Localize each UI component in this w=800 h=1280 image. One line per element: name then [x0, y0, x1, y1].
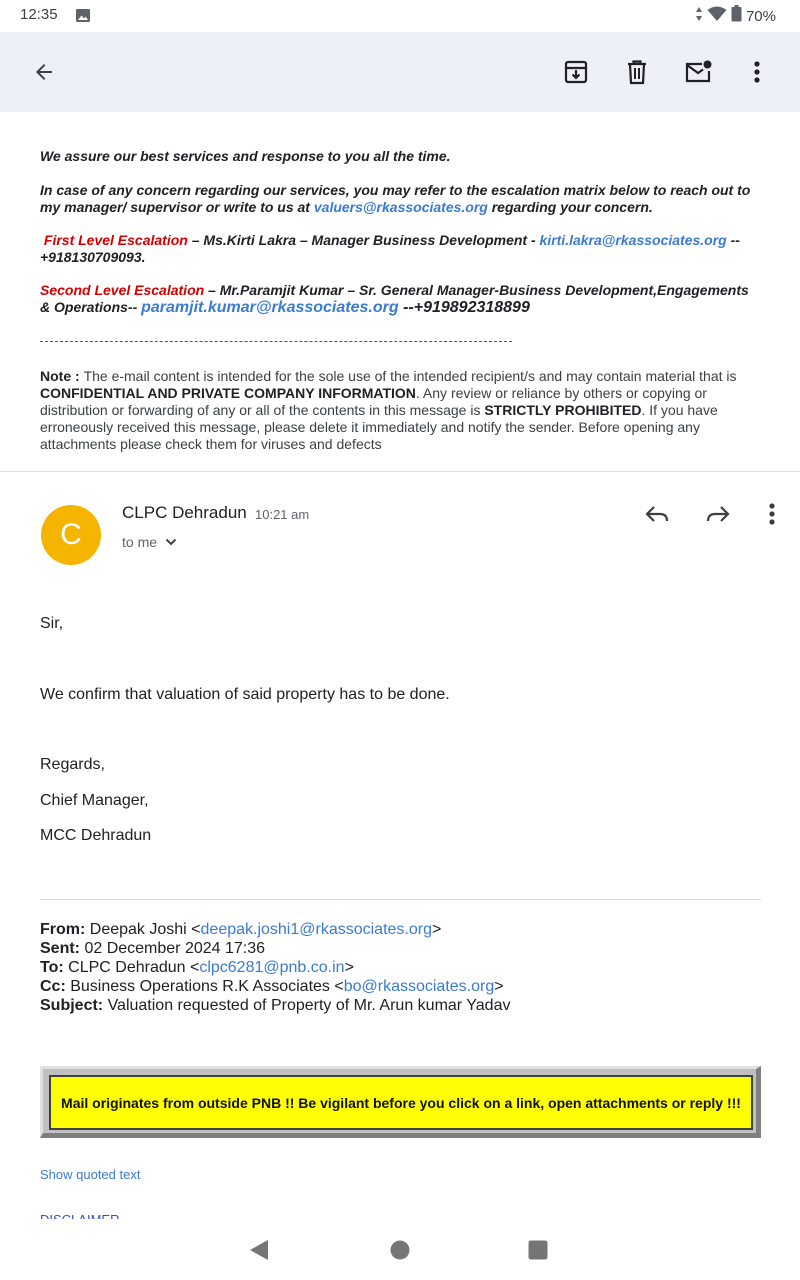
recipient-label: to me	[122, 534, 158, 550]
archive-icon	[563, 59, 589, 85]
cc-email-link[interactable]: bo@rkassociates.org	[343, 978, 495, 995]
wifi-icon	[707, 6, 727, 27]
message-more-button[interactable]	[754, 496, 790, 532]
delete-button[interactable]	[619, 54, 655, 90]
first-escalation: First Level Escalation – Ms.Kirti Lakra – Manager Business Development - kirti.lakra@rkassociates.org --+918130709093.	[40, 232, 740, 265]
trash-icon	[625, 59, 649, 85]
forward-header	[40, 920, 762, 1015]
body-signature-office: MCC Dehradun	[40, 827, 152, 844]
forward-button[interactable]	[700, 496, 736, 532]
meta-to: To: CLPC Dehradun <clpc6281@pnb.co.in>	[40, 959, 354, 976]
forward-icon	[705, 504, 731, 524]
body-line: We confirm that valuation of said property has to be done.	[40, 686, 450, 703]
warning-text: Mail originates from outside PNB !! Be vigilant before you click on a link, open attachments or reply !!!	[49, 1075, 753, 1130]
status-time: 12:35	[20, 6, 58, 23]
avatar[interactable]: C	[41, 505, 101, 565]
confidentiality-note: Note : The e-mail content is intended for the sole use of the intended recipient/s and may contain material that is CONFIDENTIAL AND PRIVATE COMPANY INFORMATION. Any review or reliance by others or copying or distribution or forwarding of any or all of the contents in this message is STRICTLY PROHIBITED. If you have erroneously received this message, please delete it immediately and notify the sender. Before opening any attachments please check them for viruses and defects	[40, 368, 737, 452]
message-time: 10:21 am	[255, 507, 310, 522]
meta-subject: Subject: Valuation requested of Property of Mr. Arun kumar Yadav	[40, 997, 511, 1014]
system-navigation-bar	[0, 1219, 800, 1280]
back-triangle-icon	[248, 1238, 270, 1262]
more-options-button[interactable]	[739, 54, 775, 90]
assure-text: We assure our best services and response to you all the time.	[40, 148, 451, 164]
app-bar	[0, 32, 800, 112]
to-email-link[interactable]: clpc6281@pnb.co.in	[199, 959, 345, 976]
recents-square-icon	[527, 1239, 549, 1261]
archive-button[interactable]	[558, 54, 594, 90]
body-signature-title: Chief Manager,	[40, 792, 149, 809]
mark-unread-button[interactable]	[680, 54, 716, 90]
sender-name[interactable]: CLPC Dehradun	[122, 503, 247, 522]
valuers-email-link[interactable]: valuers@rkassociates.org	[313, 199, 488, 215]
image-notification-icon	[75, 8, 91, 23]
nav-recents-button[interactable]	[525, 1237, 551, 1263]
body-regards: Regards,	[40, 756, 105, 773]
status-bar	[0, 0, 800, 32]
meta-from: From: Deepak Joshi <deepak.joshi1@rkassociates.org>	[40, 921, 442, 938]
battery-icon	[731, 5, 742, 27]
back-button[interactable]	[26, 54, 62, 90]
dashed-separator	[40, 341, 512, 342]
email-content	[0, 112, 800, 1219]
nav-home-button[interactable]	[387, 1237, 413, 1263]
nav-back-button[interactable]	[246, 1237, 272, 1263]
concern-paragraph: In case of any concern regarding our services, you may refer to the escalation matrix below to reach out to my manager/ supervisor or write to us at valuers@rkassociates.org regarding your concern.	[40, 182, 751, 215]
paramjit-email-link[interactable]: paramjit.kumar@rkassociates.org	[141, 299, 399, 316]
second-escalation: Second Level Escalation – Mr.Paramjit Kumar – Sr. General Manager-Business Development,Engagements & Operations-- paramjit.kumar@rkassociates.org --+919892318899	[40, 282, 749, 316]
meta-sent: Sent: 02 December 2024 17:36	[40, 940, 266, 957]
first-escalation-label: First Level Escalation	[43, 232, 188, 248]
external-mail-warning	[40, 1066, 761, 1138]
body-greeting: Sir,	[40, 615, 64, 632]
more-vert-icon	[769, 503, 775, 525]
reply-button[interactable]	[639, 496, 675, 532]
show-quoted-text-link[interactable]: Show quoted text	[40, 1167, 141, 1182]
battery-level: 70%	[745, 7, 776, 25]
chevron-down-icon	[165, 538, 177, 546]
meta-divider	[40, 899, 761, 900]
recipient-details-toggle[interactable]	[122, 534, 177, 550]
from-email-link[interactable]: deepak.joshi1@rkassociates.org	[200, 921, 432, 938]
more-vert-icon	[754, 61, 760, 83]
data-arrows-icon	[695, 6, 703, 27]
quoted-escalation-section	[40, 148, 760, 316]
kirti-email-link[interactable]: kirti.lakra@rkassociates.org	[539, 232, 727, 248]
status-indicators	[695, 5, 776, 27]
message-divider	[0, 471, 800, 472]
home-circle-icon	[389, 1239, 411, 1261]
mail-unread-icon	[684, 60, 712, 84]
second-escalation-label: Second Level Escalation	[40, 282, 205, 298]
reply-icon	[644, 504, 670, 524]
meta-cc: Cc: Business Operations R.K Associates <bo@rkassociates.org>	[40, 978, 504, 995]
arrow-back-icon	[32, 60, 56, 84]
